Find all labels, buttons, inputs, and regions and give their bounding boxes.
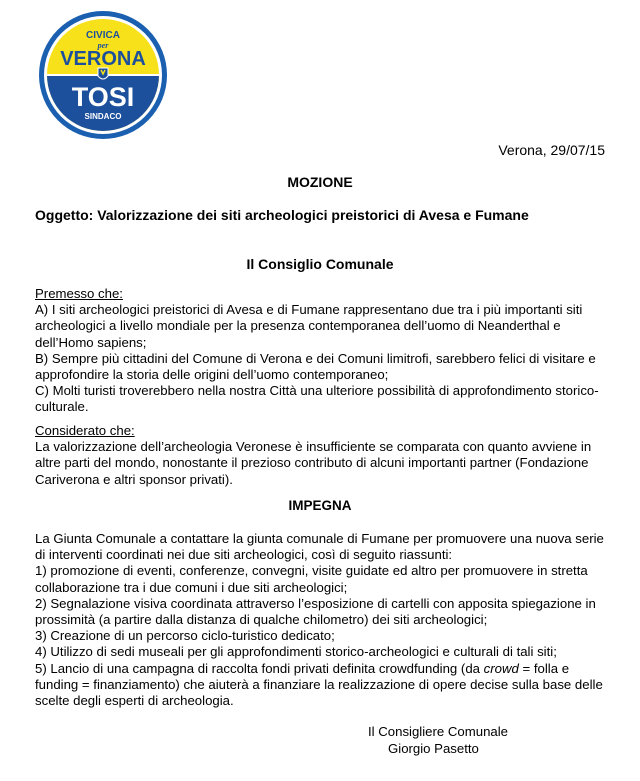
logo-emblem bbox=[38, 10, 168, 140]
document-date: Verona, 29/07/15 bbox=[498, 142, 605, 158]
council-heading: Il Consiglio Comunale bbox=[246, 256, 394, 272]
signature-name: Giorgio Pasetto bbox=[388, 740, 479, 756]
premesso-section bbox=[35, 286, 610, 416]
considerato-heading: Considerato che: bbox=[35, 423, 135, 438]
document-title: MOZIONE bbox=[287, 174, 353, 190]
premesso-item-c: C) Molti turisti troverebbero nella nostra Città una ulteriore possibilità di approfondimento storico-culturale. bbox=[35, 383, 599, 415]
giunta-item-5-emphasis: crowd bbox=[483, 660, 519, 676]
giunta-item-5 bbox=[35, 661, 610, 710]
document-subject: Oggetto: Valorizzazione dei siti archeologici preistorici di Avesa e Fumane bbox=[35, 207, 529, 223]
giunta-item-5-part-a: 5) Lancio di una campagna di raccolta fondi privati definita crowdfunding (da bbox=[35, 660, 484, 676]
logo-text-verona: VERONA bbox=[60, 48, 146, 70]
premesso-item-b: B) Sempre più cittadini del Comune di Verona e dei Comuni limitrofi, sarebbero felici di visitare e approfondire la storia delle origini dell’uomo contemporaneo; bbox=[35, 350, 596, 383]
premesso-item-a: A) I siti archeologici preistorici di Avesa e di Fumane rappresentano due tra i più importanti siti archeologici a livello mondiale per la presenza contemporanea dell’uomo di Neanderthal e dell’Homo sapiens; bbox=[35, 302, 583, 350]
logo-text-civica: CIVICA bbox=[86, 30, 120, 41]
civica-per-verona-logo bbox=[38, 10, 168, 140]
signature-block bbox=[368, 724, 508, 757]
giunta-item-3: 3) Creazione di un percorso ciclo-turistico dedicato; bbox=[35, 628, 335, 644]
giunta-item-5-part-b: = folla e funding = finanziamento) che aiuterà a finanziare la realizzazione di opere decise sulla base delle scelte degli esperti di archeologia. bbox=[35, 660, 603, 709]
impegna-heading: IMPEGNA bbox=[288, 498, 352, 513]
signature-role: Il Consigliere Comunale bbox=[368, 724, 509, 739]
premesso-heading: Premesso che: bbox=[35, 286, 123, 301]
giunta-section bbox=[35, 531, 610, 709]
giunta-intro: La Giunta Comunale a contattare la giunta comunale di Fumane per promuovere una nuova serie di interventi coordinati nei due siti archeologici, così di seguito riassunti: bbox=[35, 531, 604, 563]
considerato-text: La valorizzazione dell’archeologia Veronese è insufficiente se comparata con quanto avviene in altre parti del mondo, nonostante il prezioso contributo di alcuni importanti partner (Fondazione Cariverona e altri sponsor privati). bbox=[35, 439, 592, 487]
logo-text-tosi: TOSI bbox=[71, 82, 135, 112]
considerato-section bbox=[35, 423, 610, 488]
logo-text-sindaco: SINDACO bbox=[84, 112, 122, 121]
giunta-item-4: 4) Utilizzo di sedi museali per gli approfondimenti storico-archeologici e culturali di tali siti; bbox=[35, 644, 557, 660]
giunta-item-2: 2) Segnalazione visiva coordinata attraverso l’esposizione di cartelli con apposita spiegazione in prossimità (a partire dalla distanza di qualche chilometro) dei siti archeologici; bbox=[35, 595, 596, 628]
logo-text-per: per bbox=[97, 41, 109, 50]
giunta-item-1: 1) promozione di eventi, conferenze, convegni, visite guidate ed altro per promuovere in stretta collaborazione tra i due comuni i due siti archeologici; bbox=[35, 563, 588, 595]
